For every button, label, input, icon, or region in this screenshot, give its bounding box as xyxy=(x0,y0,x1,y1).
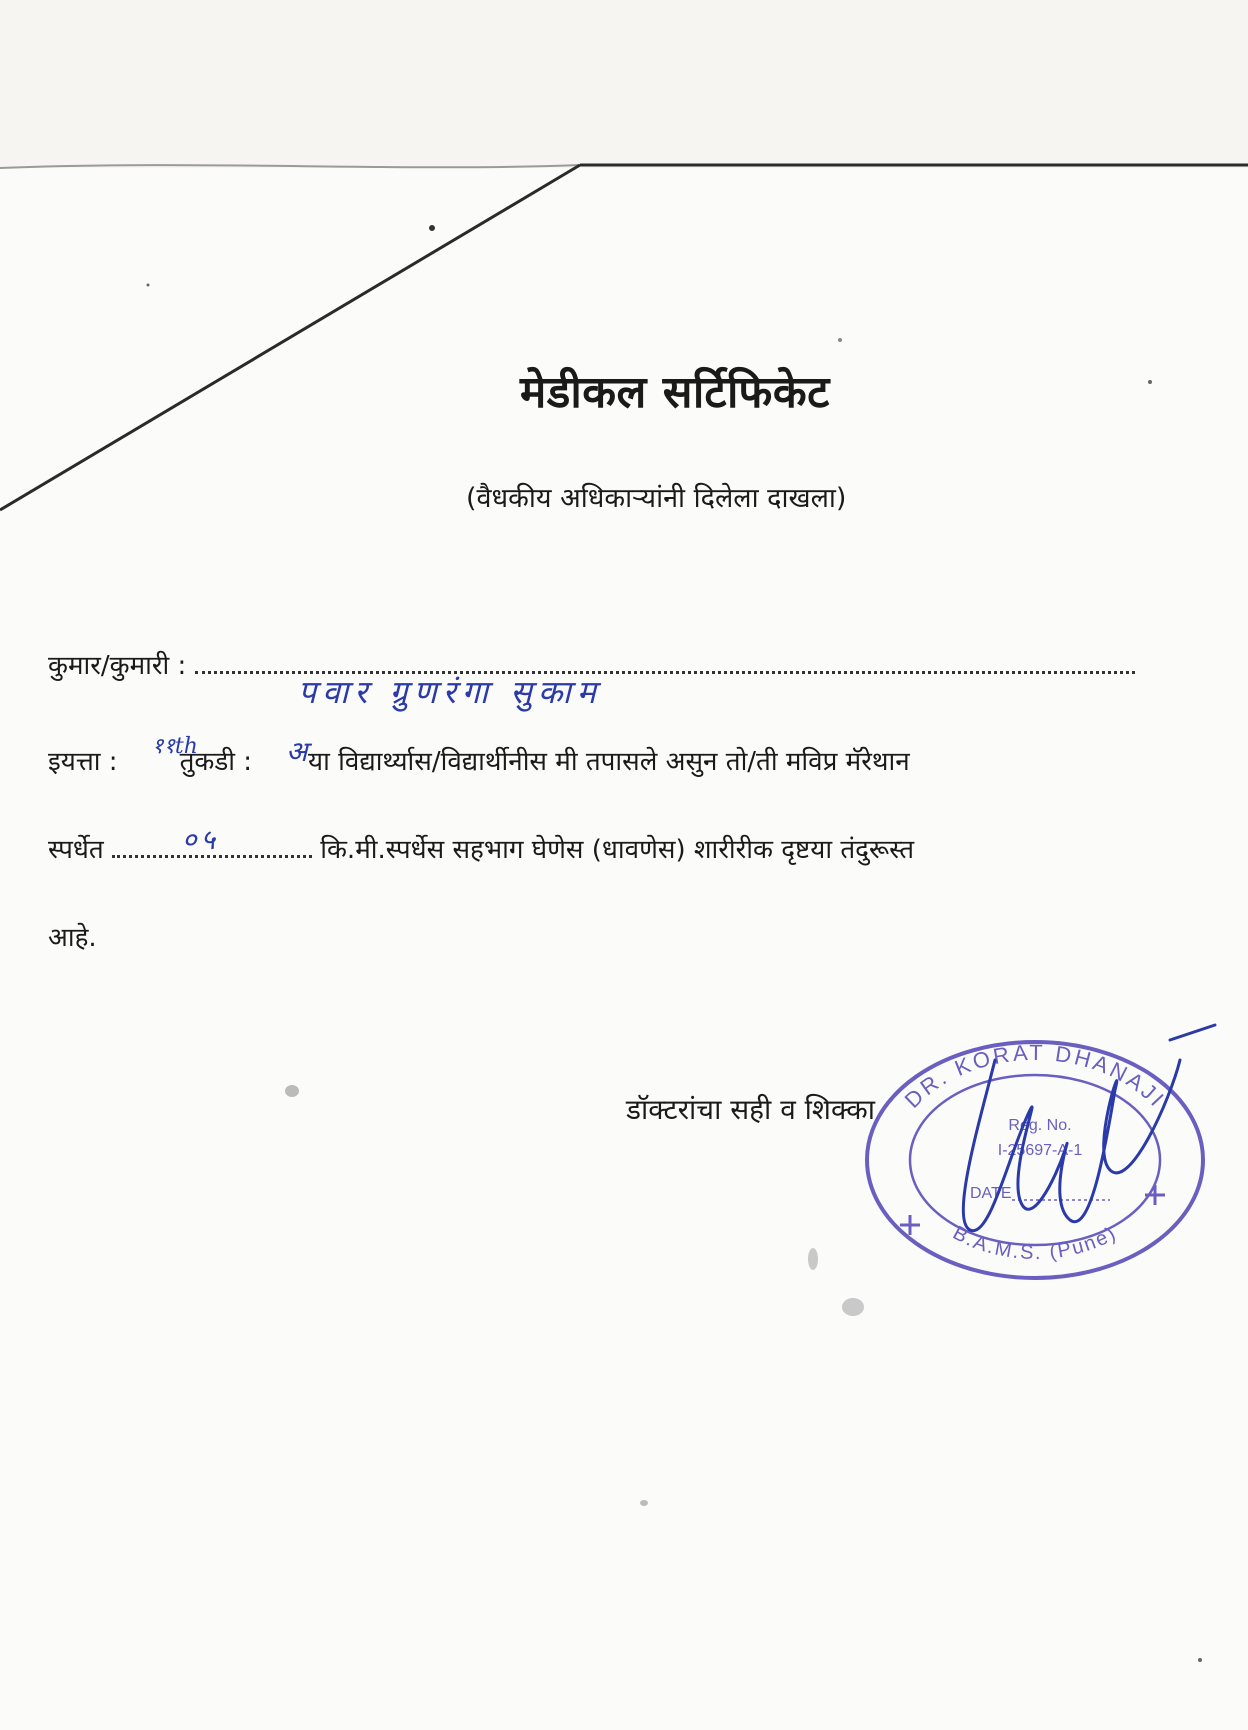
doctor-stamp xyxy=(840,1000,1220,1300)
handwritten-name: पवार ग्रुणरंगा सुकाम xyxy=(298,673,602,711)
stamp-inner-line3: DATE xyxy=(970,1185,1012,1202)
line3-prefix: स्पर्धेत xyxy=(48,835,104,865)
scan-speck xyxy=(640,1500,648,1506)
certificate-subtitle: (वैधकीय अधिकाऱ्यांनी दिलेला दाखला) xyxy=(466,483,847,514)
distance-line xyxy=(48,830,914,866)
closing-line: आहे. xyxy=(48,923,97,953)
handwritten-division: अ xyxy=(286,735,308,768)
stamp-inner-line2: I-25697-A-1 xyxy=(997,1142,1083,1159)
handwritten-km: ०५ xyxy=(182,823,220,856)
certificate-title: मेडीकल सर्टिफिकेट xyxy=(520,367,830,418)
line2-text: या विद्यार्थ्यास/विद्यार्थीनीस मी तपासले असुन तो/ती मविप्र मॅरेथान xyxy=(308,747,910,777)
division-label: तुकडी : xyxy=(179,747,253,777)
line3-text: कि.मी.स्पर्धेस सहभाग घेणेस (धावणेस) शारीरीक दृष्टया तंदुरूस्त xyxy=(320,835,915,865)
stamp-ring-top: DR. KORAT DHANAJI xyxy=(899,1039,1171,1113)
handwritten-grade: ११th xyxy=(152,734,198,759)
signature-label: डॉक्टरांचा सही व शिक्का xyxy=(626,1093,875,1126)
stamp-inner-line1: Reg. No. xyxy=(1008,1117,1072,1134)
grade-label: इयत्ता : xyxy=(48,747,118,777)
svg-text:B.A.M.S. (Pune) xyxy=(949,1222,1121,1264)
scan-speck xyxy=(808,1248,818,1270)
scan-speck xyxy=(285,1085,299,1097)
name-label: कुमार/कुमारी : xyxy=(48,651,187,681)
stamp-plus-right-icon xyxy=(1145,1185,1165,1205)
svg-text:DR. KORAT DHANAJI xyxy=(900,1040,1171,1113)
scan-speck xyxy=(842,1298,864,1316)
stamp-ring-bottom: B.A.M.S. (Pune) xyxy=(949,1221,1121,1265)
